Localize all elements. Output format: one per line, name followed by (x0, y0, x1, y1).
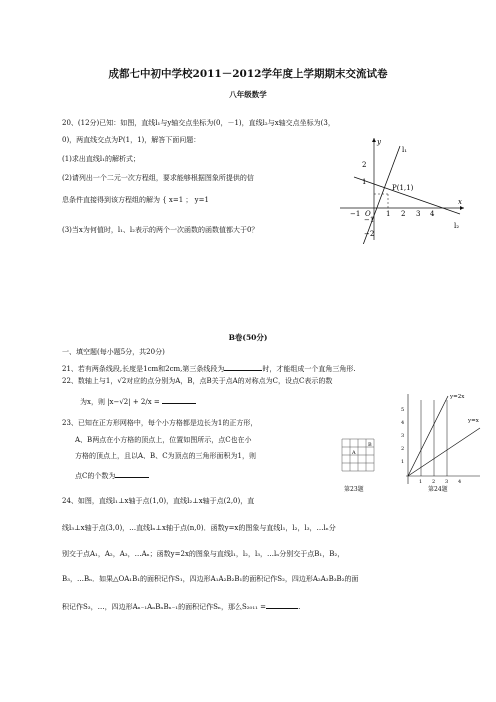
q24-line5: 积记作S₃，…，四边形Aₙ₋₁AₙBₙBₙ₋₁的面积记作Sₙ，那么S₂₀₁₁ = . (62, 600, 300, 612)
graph20-ytick-1: 1 (362, 178, 367, 186)
q20-part1: (1)求出直线l₁的解析式； (62, 155, 140, 163)
q23-line3: 方格的顶点上，且以A、B、C为顶点的三角形面积为1，则 (75, 452, 257, 460)
graph20-p-label: P(1,1) (392, 184, 414, 192)
graph20-x-label: x (458, 198, 462, 206)
svg-text:B: B (368, 442, 372, 448)
q24-ytick-4: 4 (401, 420, 405, 426)
q24-line2: 线l₃⊥x轴于点(3,0)，…直线lₙ⊥x轴于点(n,0)．函数y=x的图象与直线l₁，l₂，l₃，…lₙ分 (62, 524, 336, 532)
q24-stem-end: 积记作S₃，…，四边形Aₙ₋₁AₙBₙBₙ₋₁的面积记作Sₙ，那么S₂₀₁₁ = (62, 603, 267, 611)
q23-line1: 23、已知在正方形网格中，每个小方格都是边长为1的正方形， (62, 419, 258, 427)
q20-part2: (2)请列出一个二元一次方程组，要求能够根据图象所提供的信 (62, 174, 254, 182)
graph20-ytick-m1: −1 (364, 216, 375, 224)
graph20-origin-label: O (365, 210, 371, 218)
q24-answer-blank (266, 600, 298, 609)
q24-caption: 第24题 (428, 486, 448, 493)
q23-line4 (75, 469, 149, 481)
q23-answer-blank (115, 469, 149, 478)
graph20-xtick-2: 2 (401, 210, 406, 218)
q22-expr-text: 为x，则 |x−√2| + 2/x = (80, 398, 160, 406)
q23-stem: 点C的个数为 (75, 472, 116, 480)
q24-xtick-2: 2 (432, 479, 436, 485)
q24-xtick-4: 4 (458, 479, 462, 485)
graph20-ytick-m2: −2 (364, 230, 375, 238)
q20-part3: (3)当x为何值时，l₁、l₂表示的两个一次函数的函数值都大于0？ (62, 226, 259, 234)
q22-answer-blank (162, 395, 196, 404)
q23-line2: A、B两点在小方格的顶点上，位置如图所示，点C也在小 (75, 436, 252, 444)
graph20-l2-label: l₂ (454, 222, 460, 230)
q22-text: 22、数轴上与1，√2对应的点分别为A，B，点B关于点A的对称点为C，设点C表示的数 (62, 377, 333, 385)
q24-xtick-1: 1 (419, 479, 423, 485)
graph20-ytick-2: 2 (362, 161, 367, 169)
graph20-y-label: y (377, 138, 381, 146)
q24-xtick-3: 3 (445, 479, 449, 485)
q20-line2: 0)，两直线交点为P(1，1)，解答下面问题： (62, 136, 201, 144)
graph20-xtick-m1: −1 (350, 210, 361, 218)
q24-ytick-2: 2 (401, 446, 405, 452)
q24-ytick-5: 5 (401, 407, 405, 413)
q24-graph (398, 390, 482, 486)
section-b-heading: B卷(50分) (228, 333, 268, 342)
q24-line4: B₃，…Bₙ．如果△OA₁B₁的面积记作S₁，四边形A₁A₂B₂B₁的面积记作S₂，四边形A₂A₃B₃B₂的面 (62, 575, 359, 583)
q20-line1: 20、(12分)已知：如图，直线l₁与y轴交点坐标为(0，－1)，直线l₂与x轴交点坐标为(3， (62, 119, 335, 127)
q23-caption: 第23题 (344, 486, 364, 493)
q23-grid-figure (340, 437, 376, 473)
q24-ytick-1: 1 (401, 459, 405, 465)
q21-text (62, 362, 356, 374)
q22-expression (80, 395, 196, 407)
q21-tail: 时，才能组成一个直角三角形. (262, 365, 356, 373)
q21-stem: 21、若有两条线段,长度是1cm和2cm,第三条线段为 (62, 365, 225, 373)
subject-heading: 八年级数学 (229, 90, 267, 99)
graph20-xtick-3: 3 (416, 210, 421, 218)
svg-text:A: A (352, 450, 356, 456)
q24-line3: 别交于点A₁，A₂，A₃，…Aₙ；函数y=2x的图象与直线l₁，l₂，l₃，…lₙ分别交于点B₁，B₂， (62, 550, 345, 558)
q20-graph (334, 132, 468, 244)
q24-yx-label: y=x (468, 418, 479, 424)
q21-answer-blank (224, 362, 262, 371)
q20-part2b: 息条件直接得到该方程组的解为 { x=1 ； y=1 (62, 196, 209, 204)
exam-title: 成都七中初中学校2011－2012学年度上学期期末交流试卷 (108, 68, 388, 80)
q24-line1: 24、如图，直线l₁⊥x轴于点(1,0)，直线l₂⊥x轴于点(2,0)，直 (62, 497, 255, 505)
graph20-l1-label: l₁ (402, 146, 408, 154)
graph20-xtick-1: 1 (386, 210, 391, 218)
q24-y2x-label: y=2x (450, 394, 465, 400)
fill-in-heading: 一、填空题(每小题5分，共20分) (62, 348, 165, 356)
graph20-xtick-4: 4 (430, 210, 435, 218)
q24-ytick-3: 3 (401, 433, 405, 439)
